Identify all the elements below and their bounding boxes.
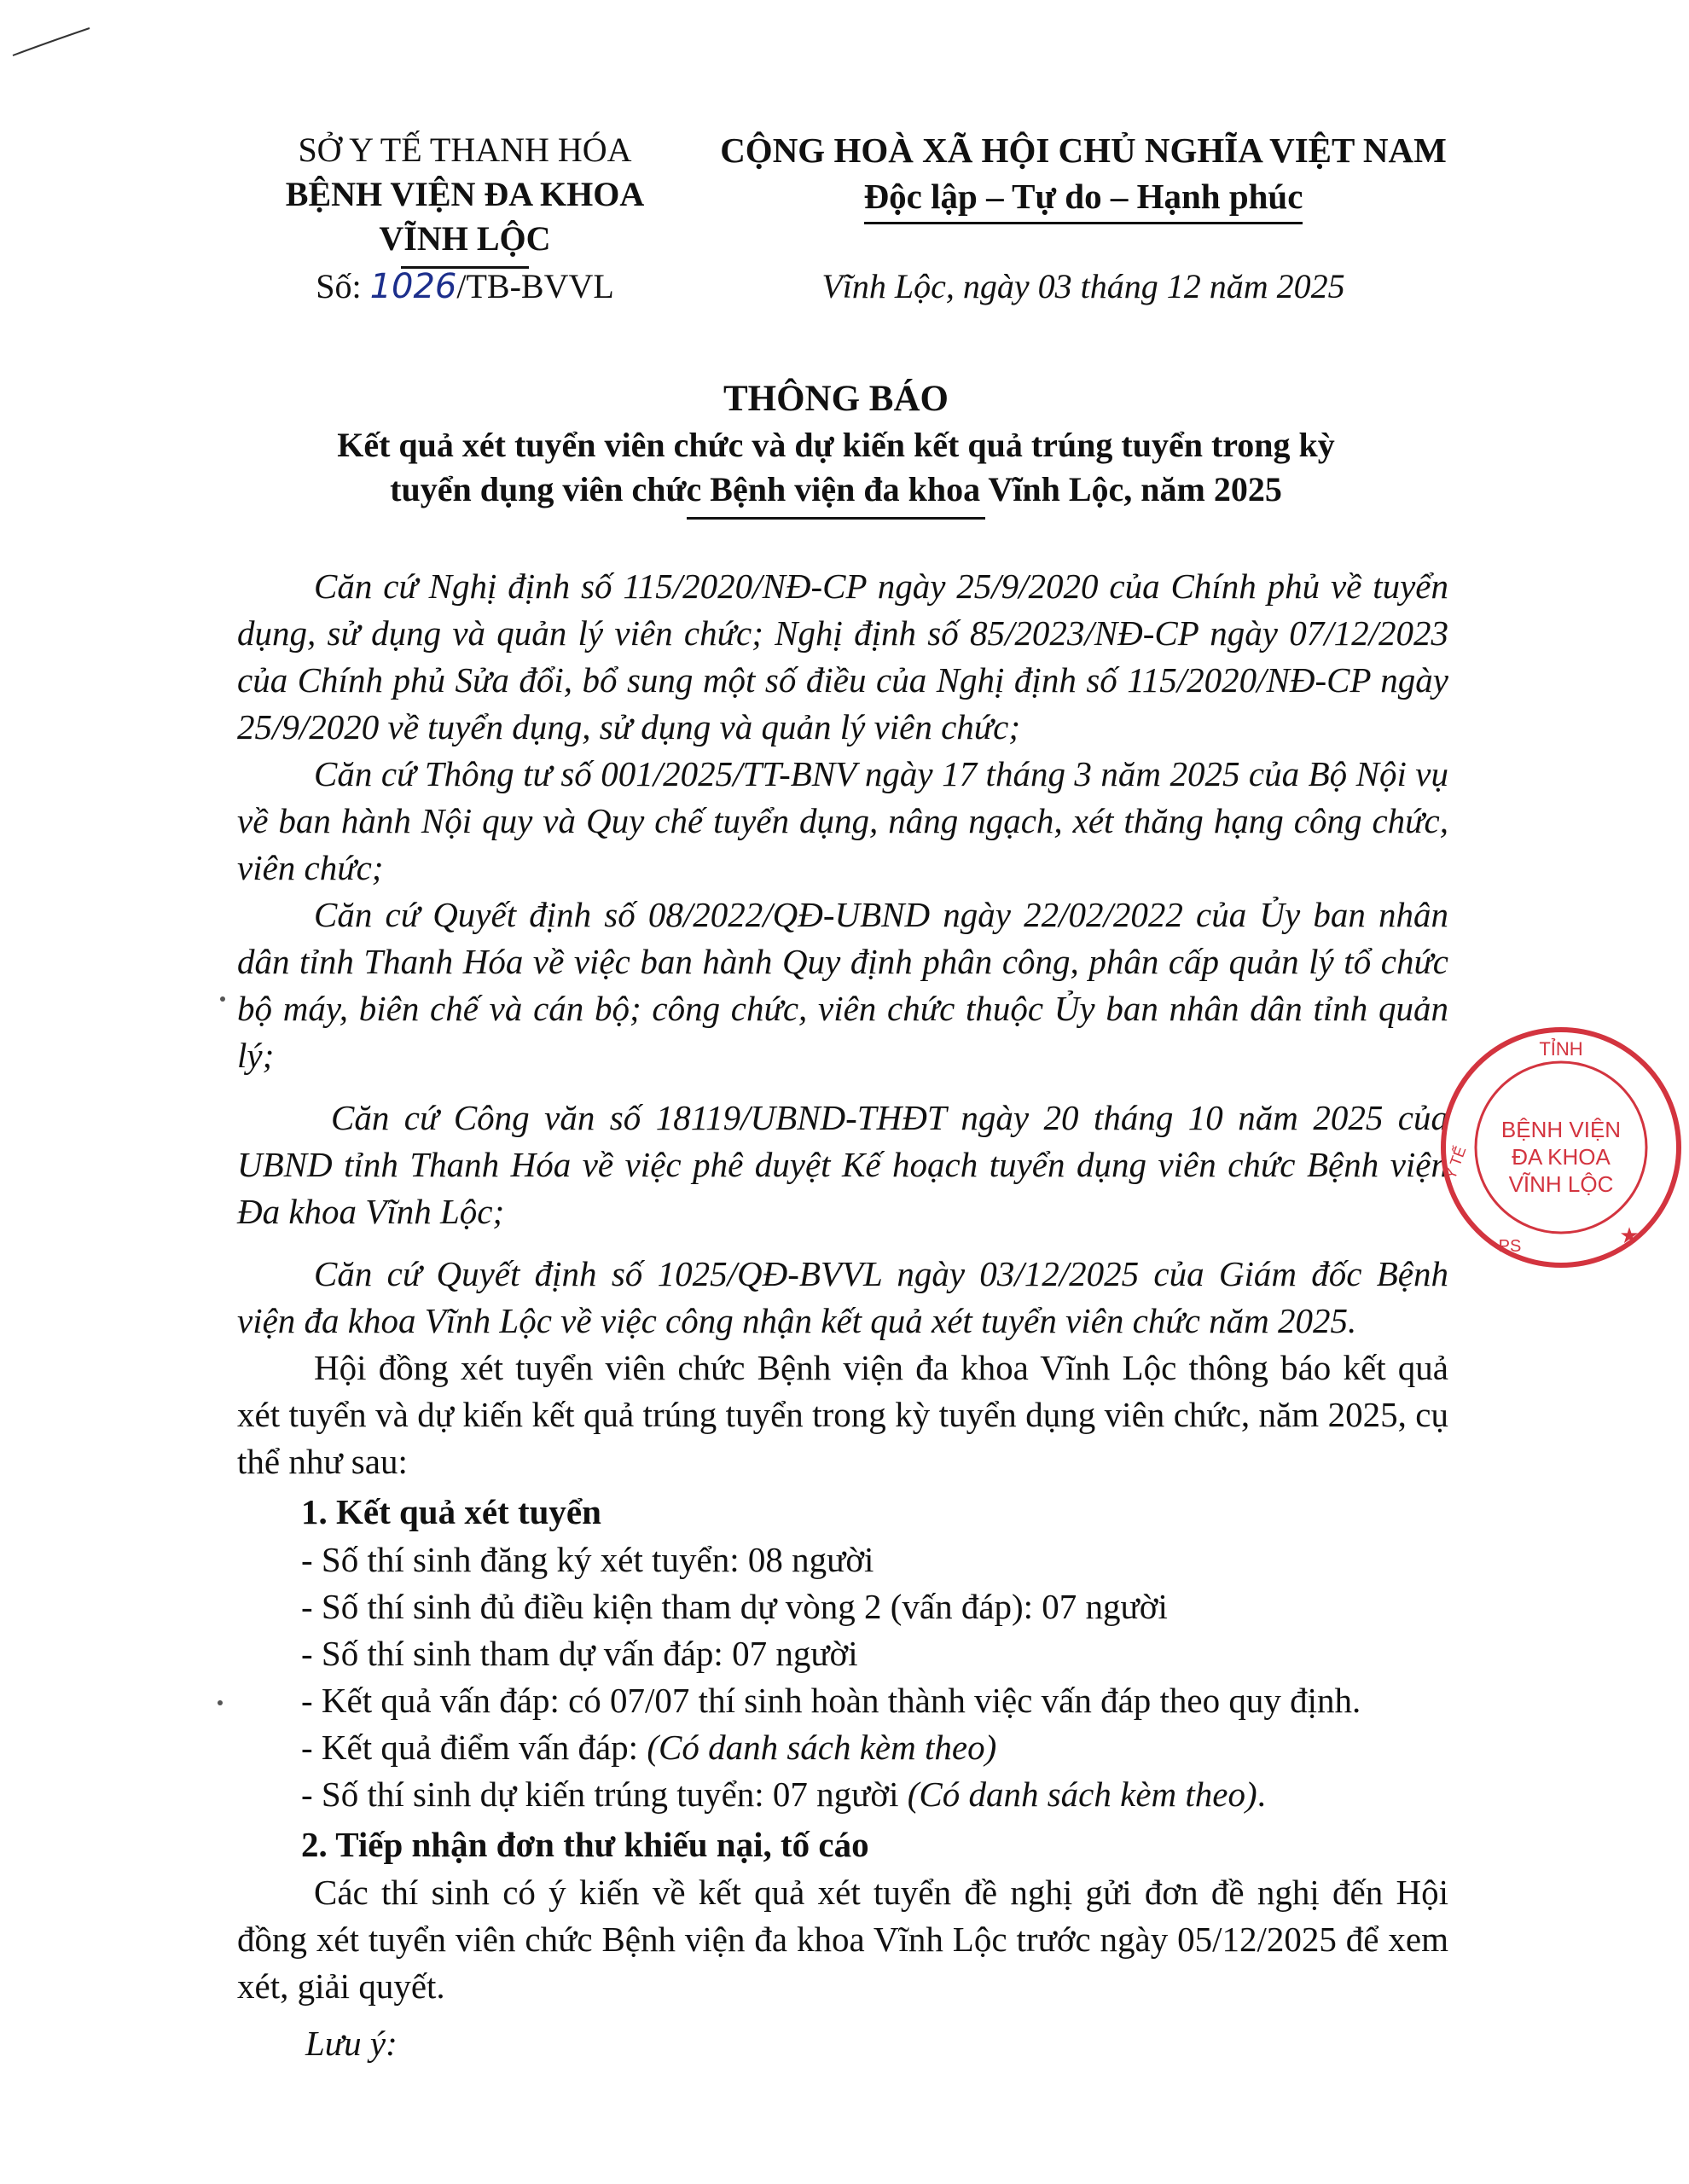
- seal-line-2: ĐA KHOA: [1512, 1144, 1611, 1170]
- score-note: (Có danh sách kèm theo): [647, 1728, 997, 1767]
- title-underline: [687, 517, 985, 520]
- document-title: [213, 375, 1459, 520]
- list-item: - Kết quả vấn đáp: có 07/07 thí sinh hoàn thành việc vấn đáp theo quy định.: [301, 1681, 1361, 1720]
- section-2-heading: 2. Tiếp nhận đơn thư khiếu nại, tố cáo: [301, 1825, 869, 1864]
- title-line-3: tuyển dụng viên chức Bệnh viện đa khoa Vĩnh Lộc, năm 2025: [390, 470, 1282, 508]
- seal-star-icon: ★: [1619, 1223, 1640, 1249]
- expected-note: (Có danh sách kèm theo): [907, 1774, 1257, 1814]
- issuer-hospital: BỆNH VIỆN ĐA KHOA: [285, 175, 645, 213]
- document-number: [256, 264, 674, 309]
- score-prefix: - Kết quả điểm vấn đáp:: [301, 1728, 647, 1767]
- hospital-seal: [1433, 1019, 1689, 1275]
- legal-basis-2: Căn cứ Thông tư số 001/2025/TT-BNV ngày 17 tháng 3 năm 2025 của Bộ Nội vụ về ban hành Nội quy và Quy chế tuyển dụng, nâng ngạch, xét thăng hạng công chức, viên chức;: [237, 754, 1448, 887]
- issuer-location: VĨNH LỘC: [379, 219, 551, 258]
- legal-basis-5: Căn cứ Quyết định số 1025/QĐ-BVVL ngày 03/12/2025 của Giám đốc Bệnh viện đa khoa Vĩnh Lộc về việc công nhận kết quả xét tuyển viên chức năm 2025.: [237, 1254, 1448, 1340]
- title-line-2: Kết quả xét tuyển viên chức và dự kiến kết quả trúng tuyển trong kỳ: [337, 426, 1335, 464]
- document-body: [237, 563, 1448, 2068]
- title-main: THÔNG BÁO: [723, 379, 949, 419]
- doc-number-suffix: /TB-BVVL: [456, 267, 614, 305]
- list-item: - Số thí sinh đăng ký xét tuyển: 08 người: [301, 1540, 874, 1579]
- legal-basis-4: Căn cứ Công văn số 18119/UBND-THĐT ngày 20 tháng 10 năm 2025 của UBND tỉnh Thanh Hóa về việc phê duyệt Kế hoạch tuyển dụng viên chức Bệnh viện Đa khoa Vĩnh Lộc;: [237, 1098, 1448, 1231]
- list-item: - Số thí sinh đủ điều kiện tham dự vòng 2 (vấn đáp): 07 người: [301, 1587, 1168, 1626]
- pen-mark: [4, 21, 98, 64]
- national-motto-block: [708, 128, 1459, 224]
- issuer-block: [256, 128, 674, 269]
- country-name: CỘNG HOÀ XÃ HỘI CHỦ NGHĨA VIỆT NAM: [720, 131, 1447, 170]
- seal-bottom-text: PS: [1498, 1237, 1522, 1256]
- legal-basis-3: Căn cứ Quyết định số 08/2022/QĐ-UBND ngày 22/02/2022 của Ủy ban nhân dân tỉnh Thanh Hóa về việc ban hành Quy định phân công, phân cấp quản lý tổ chức bộ máy, biên chế và cán bộ; công chức, viên chức thuộc Ủy ban nhân dân tỉnh quản lý;: [237, 895, 1448, 1075]
- seal-top-text: TỈNH: [1539, 1038, 1583, 1060]
- doc-number-handwritten: 1026: [369, 267, 457, 306]
- doc-number-prefix: Số:: [316, 267, 370, 305]
- speck: [218, 1700, 223, 1705]
- section-1-heading: 1. Kết quả xét tuyển: [301, 1492, 601, 1531]
- issuer-department: SỞ Y TẾ THANH HÓA: [298, 131, 632, 169]
- legal-basis-1: Căn cứ Nghị định số 115/2020/NĐ-CP ngày 25/9/2020 của Chính phủ về tuyển dụng, sử dụng và quản lý viên chức; Nghị định số 85/2023/NĐ-CP ngày 07/12/2023 của Chính phủ Sửa đổi, bổ sung một số điều của Nghị định số 115/2020/NĐ-CP ngày 25/9/2020 về tuyển dụng, sử dụng và quản lý viên chức;: [237, 566, 1448, 746]
- list-item: [301, 1724, 1448, 1771]
- seal-line-1: BỆNH VIỆN: [1500, 1117, 1622, 1142]
- expected-end: .: [1257, 1774, 1266, 1814]
- list-item: - Số thí sinh tham dự vấn đáp: 07 người: [301, 1634, 858, 1673]
- national-motto: Độc lập – Tự do – Hạnh phúc: [864, 172, 1303, 224]
- intro-paragraph: Hội đồng xét tuyển viên chức Bệnh viện đa khoa Vĩnh Lộc thông báo kết quả xét tuyển và dự kiến kết quả trúng tuyển trong kỳ tuyển dụng viên chức, năm 2025, cụ thể như sau:: [237, 1348, 1448, 1481]
- expected-prefix: - Số thí sinh dự kiến trúng tuyển: 07 người: [301, 1774, 908, 1814]
- note-label: Lưu ý:: [305, 2024, 398, 2063]
- section-2-text: Các thí sinh có ý kiến về kết quả xét tuyển đề nghị gửi đơn đề nghị đến Hội đồng xét tuyển viên chức Bệnh viện đa khoa Vĩnh Lộc trước ngày 05/12/2025 để xem xét, giải quyết.: [237, 1873, 1448, 2006]
- list-item: [301, 1771, 1448, 1818]
- speck: [220, 996, 225, 1002]
- seal-line-3: VĨNH LỘC: [1508, 1171, 1614, 1197]
- seal-left-text: Y TẾ: [1442, 1144, 1470, 1182]
- date-line: Vĩnh Lộc, ngày 03 tháng 12 năm 2025: [821, 267, 1345, 305]
